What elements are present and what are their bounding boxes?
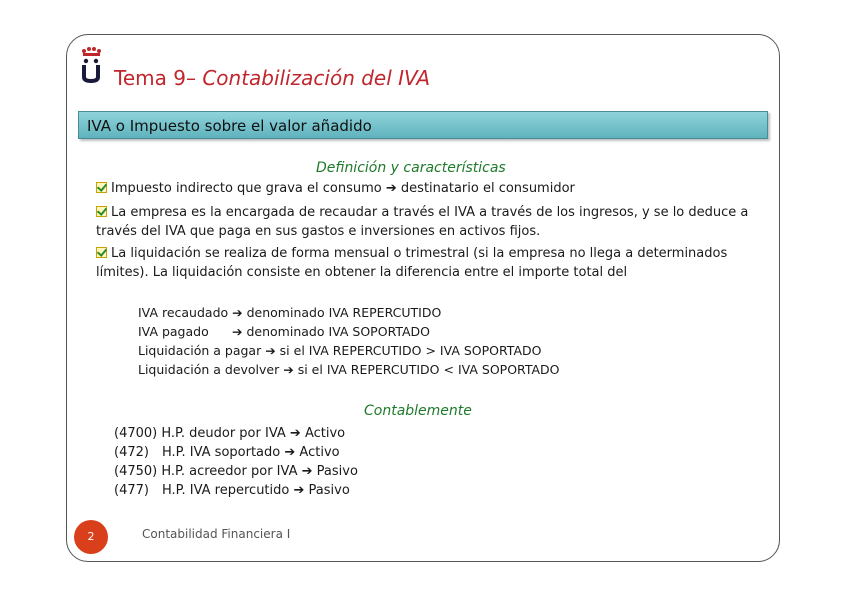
bullet-1-before: Impuesto indirecto que grava el consumo	[111, 181, 382, 196]
title-prefix: Tema 9–	[114, 66, 196, 90]
account-code: (4700)	[114, 426, 158, 441]
account-name: H.P. IVA repercutido	[162, 483, 290, 498]
detail-right: si el IVA REPERCUTIDO > IVA SOPORTADO	[279, 343, 542, 358]
detail-left: IVA pagado	[138, 324, 209, 339]
detail-right: denominado IVA REPERCUTIDO	[246, 305, 442, 320]
account-row	[114, 481, 350, 500]
detail-left: IVA recaudado	[138, 305, 229, 320]
arrow-right-icon: ➔	[232, 305, 243, 320]
account-type: Pasivo	[316, 464, 358, 479]
arrow-right-icon: ➔	[293, 483, 305, 498]
section-banner	[78, 111, 768, 139]
checkbox-icon	[96, 182, 107, 193]
bullet-3	[96, 244, 766, 282]
account-code: (477)	[114, 483, 149, 498]
account-name: H.P. deudor por IVA	[161, 426, 286, 441]
bullet-2-text: La empresa es la encargada de recaudar a través el IVA a través de los ingresos, y se lo deduce a través del IVA que paga en sus gastos e inversiones en activos fijos.	[96, 205, 749, 239]
arrow-right-icon: ➔	[232, 324, 243, 339]
footer-course: Contabilidad Financiera I	[142, 527, 291, 541]
arrow-right-icon: ➔	[284, 445, 296, 460]
detail-left: Liquidación a devolver	[138, 362, 280, 377]
account-code: (4750)	[114, 464, 158, 479]
detail-row	[138, 341, 541, 360]
title-italic: Contabilización del IVA	[202, 66, 431, 90]
section-heading-definicion: Definición y características	[316, 160, 506, 176]
bullet-1-after: destinatario el consumidor	[400, 181, 575, 196]
detail-row	[138, 322, 430, 341]
detail-right: si el IVA REPERCUTIDO < IVA SOPORTADO	[297, 362, 560, 377]
checkbox-icon	[96, 247, 107, 258]
account-type: Activo	[299, 445, 340, 460]
detail-right: denominado IVA SOPORTADO	[246, 324, 431, 339]
account-name: H.P. IVA soportado	[162, 445, 281, 460]
account-code: (472)	[114, 445, 149, 460]
detail-row	[138, 360, 560, 379]
account-type: Pasivo	[308, 483, 350, 498]
account-row	[114, 462, 358, 481]
university-logo	[78, 46, 104, 86]
detail-left: Liquidación a pagar	[138, 343, 262, 358]
account-row	[114, 443, 340, 462]
arrow-right-icon: ➔	[283, 362, 294, 377]
detail-row	[138, 303, 441, 322]
arrow-right-icon: ➔	[265, 343, 276, 358]
banner-text: IVA o Impuesto sobre el valor añadido	[87, 117, 372, 135]
bullet-1	[96, 179, 766, 198]
checkbox-icon	[96, 206, 107, 217]
arrow-right-icon: ➔	[289, 426, 301, 441]
account-type: Activo	[304, 426, 346, 441]
section-heading-contablemente: Contablemente	[364, 403, 472, 419]
account-name: H.P. acreedor por IVA	[161, 464, 298, 479]
arrow-right-icon: ➔	[385, 181, 397, 196]
bullet-2	[96, 203, 766, 241]
page-title	[114, 66, 430, 90]
account-row	[114, 424, 345, 443]
bullet-3-text: La liquidación se realiza de forma mensual o trimestral (si la empresa no llega a determinados límites). La liquidación consiste en obtener la diferencia entre el importe total del	[96, 246, 728, 280]
arrow-right-icon: ➔	[301, 464, 313, 479]
page-number-badge: 2	[74, 520, 108, 554]
